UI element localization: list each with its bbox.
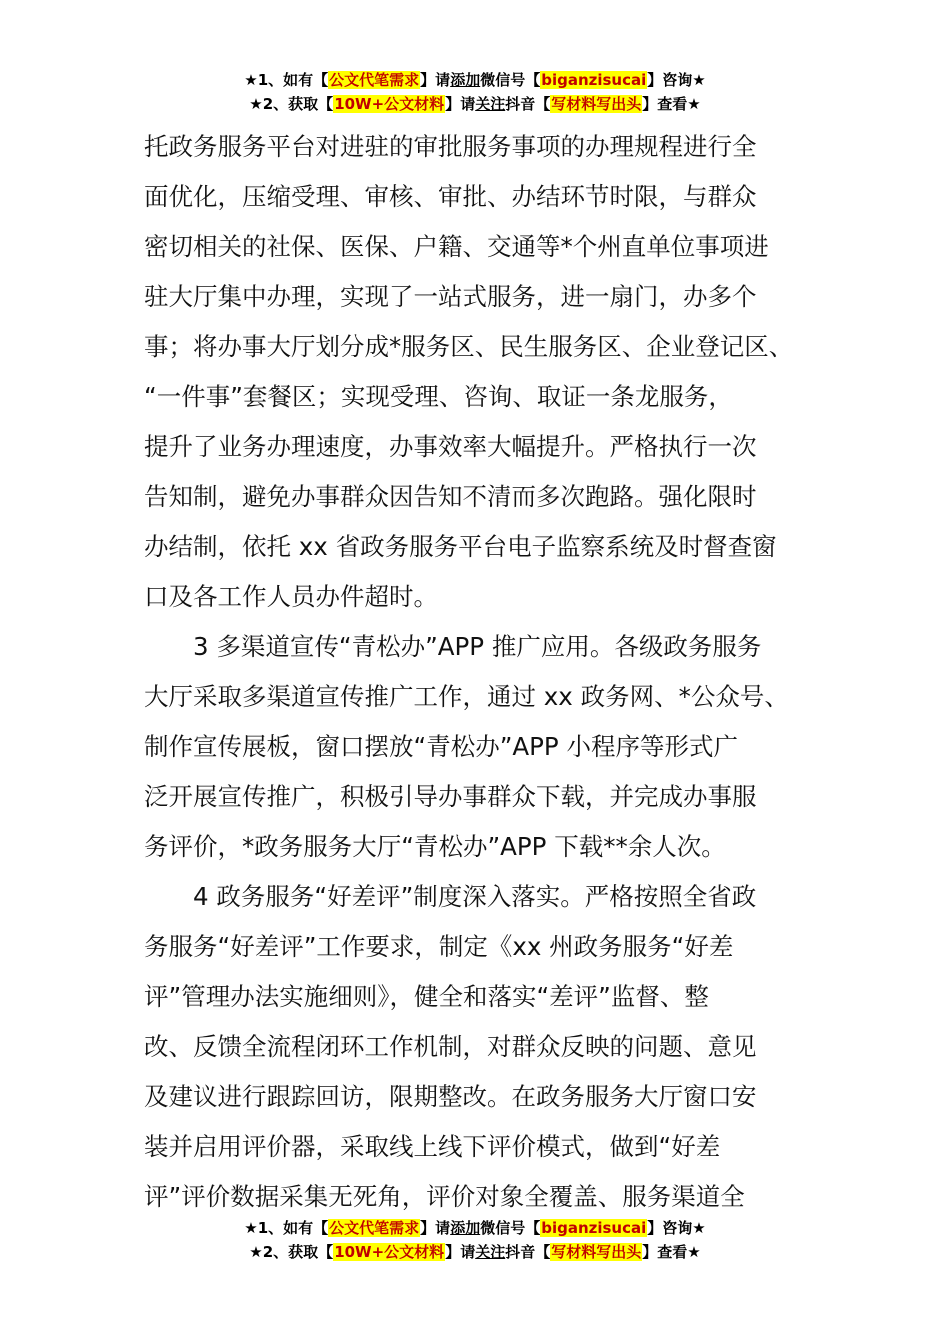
banner-text: 抖音【 (505, 1243, 551, 1261)
text-line: 事；将办事大厅划分成*服务区、民生服务区、企业登记区、 (144, 332, 794, 361)
banner-text: ★2、获取【 (249, 1243, 334, 1261)
banner-text: 微信号【 (480, 1219, 541, 1237)
text-line: 务评价，*政务服务大厅“青松办”APP 下载**余人次。 (144, 832, 726, 861)
text-line: 评”评价数据采集无死角，评价对象全覆盖、服务渠道全 (144, 1182, 745, 1211)
document-body (144, 122, 814, 1222)
text-line: 3 多渠道宣传“青松办”APP 推广应用。各级政务服务 (193, 632, 762, 661)
text-line: 密切相关的社保、医保、户籍、交通等*个州直单位事项进 (144, 232, 769, 261)
banner-text: 】请 (445, 1243, 476, 1261)
banner-text: 】查看★ (642, 1243, 701, 1261)
text-line: 装并启用评价器，采取线上线下评价模式，做到“好差 (144, 1132, 721, 1161)
text-line: 及建议进行跟踪回访，限期整改。在政务服务大厅窗口安 (144, 1082, 757, 1111)
banner-line-1 (0, 68, 950, 92)
banner-text: ★1、如有【 (244, 71, 329, 89)
paragraph-2 (144, 622, 814, 872)
underlined-text: 关注 (475, 1243, 506, 1261)
banner-text: 微信号【 (480, 71, 541, 89)
text-line: 4 政务服务“好差评”制度深入落实。严格按照全省政 (193, 882, 757, 911)
paragraph-1 (144, 122, 814, 622)
highlight-materials: 10W+公文材料 (334, 1243, 445, 1261)
highlight-materials: 10W+公文材料 (334, 95, 445, 113)
banner-text: 】请 (445, 95, 476, 113)
highlight-wechat-id: biganzisucai (541, 1219, 647, 1237)
underlined-text: 添加 (450, 1219, 481, 1237)
text-line: 口及各工作人员办件超时。 (144, 582, 438, 611)
banner-text: 】请 (420, 71, 451, 89)
underlined-text: 添加 (450, 71, 481, 89)
text-line: 评”管理办法实施细则》，健全和落实“差评”监督、整 (144, 982, 709, 1011)
banner-text: 】查看★ (642, 95, 701, 113)
text-line: 泛开展宣传推广，积极引导办事群众下载，并完成办事服 (144, 782, 757, 811)
text-line: 办结制，依托 xx 省政务服务平台电子监察系统及时督查窗 (144, 532, 777, 561)
text-line: 务服务“好差评”工作要求，制定《xx 州政务服务“好差 (144, 932, 734, 961)
text-line: 告知制，避免办事群众因告知不清而多次跑路。强化限时 (144, 482, 757, 511)
highlight-ghostwriting: 公文代笔需求 (329, 1219, 420, 1237)
text-line: 面优化，压缩受理、审核、审批、办结环节时限，与群众 (144, 182, 757, 211)
text-line: 制作宣传展板，窗口摆放“青松办”APP 小程序等形式广 (144, 732, 738, 761)
banner-text: 】咨询★ (647, 71, 706, 89)
banner-text: ★2、获取【 (249, 95, 334, 113)
underlined-text: 关注 (475, 95, 506, 113)
banner-text: 】请 (420, 1219, 451, 1237)
text-line: 托政务服务平台对进驻的审批服务事项的办理规程进行全 (144, 132, 757, 161)
highlight-wechat-id: biganzisucai (541, 71, 647, 89)
banner-text: ★1、如有【 (244, 1219, 329, 1237)
banner-text: 】咨询★ (647, 1219, 706, 1237)
text-line: 驻大厅集中办理，实现了一站式服务，进一扇门，办多个 (144, 282, 757, 311)
text-line: “一件事”套餐区；实现受理、咨询、取证一条龙服务， (144, 382, 733, 411)
text-line: 提升了业务办理速度，办事效率大幅提升。严格执行一次 (144, 432, 757, 461)
header-banner (0, 68, 950, 116)
banner-line-1 (0, 1216, 950, 1240)
banner-text: 抖音【 (505, 95, 551, 113)
banner-line-2 (0, 92, 950, 116)
text-line: 大厅采取多渠道宣传推广工作，通过 xx 政务网、*公众号、 (144, 682, 789, 711)
banner-line-2 (0, 1240, 950, 1264)
highlight-ghostwriting: 公文代笔需求 (329, 71, 420, 89)
highlight-douyin-account: 写材料写出头 (551, 1243, 642, 1261)
footer-banner (0, 1216, 950, 1264)
text-line: 改、反馈全流程闭环工作机制，对群众反映的问题、意见 (144, 1032, 757, 1061)
highlight-douyin-account: 写材料写出头 (551, 95, 642, 113)
paragraph-3 (144, 872, 814, 1222)
